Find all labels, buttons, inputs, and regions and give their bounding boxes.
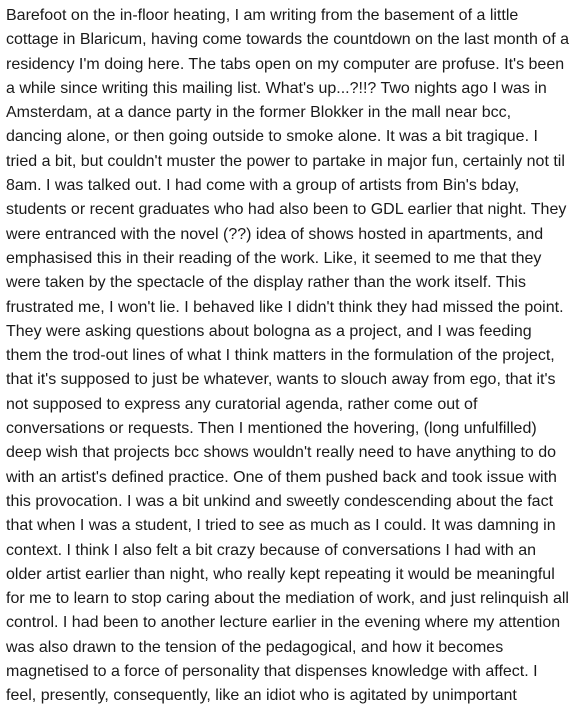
text-line: that it's supposed to just be whatever, wants to slouch away from ego, that it's xyxy=(6,371,556,389)
text-line: Barefoot on the in-floor heating, I am writing from the basement of a little xyxy=(6,7,519,24)
text-line: They were asking questions about bologna as a project, and I was feeding xyxy=(6,322,532,340)
text-line: were taken by the spectacle of the display rather than the work itself. This xyxy=(6,274,526,292)
text-line: magnetised to a force of personality that dispenses knowledge with affect. I xyxy=(6,663,538,681)
text-line: emphasised this in their reading of the work. Like, it seemed to me that they xyxy=(6,249,542,267)
text-line: were entranced with the novel (??) idea of shows hosted in apartments, and xyxy=(6,225,544,243)
text-line: frustrated me, I won't lie. I behaved like I didn't think they had missed the point. xyxy=(6,298,564,316)
text-line: control. I had been to another lecture earlier in the evening where my attention xyxy=(6,614,561,632)
text-line: for me to learn to stop caring about the mediation of work, and just relinquish all xyxy=(6,590,569,608)
text-line: students or recent graduates who had also been to GDL earlier that night. They xyxy=(6,201,567,219)
text-line: cottage in Blaricum, having come towards the countdown on the last month of a xyxy=(6,31,569,49)
text-line: that when I was a student, I tried to see as much as I could. It was damning in xyxy=(6,517,556,535)
text-line: conversations or requests. Then I mentioned the hovering, (long unfulfilled) xyxy=(6,420,537,438)
text-line: feel, presently, consequently, like an idiot who is agitated by unimportant xyxy=(6,687,517,705)
text-line: older artist earlier than night, who really kept repeating it would be meaningful xyxy=(6,565,555,583)
text-line: 8am. I was talked out. I had come with a group of artists from Bin's bday, xyxy=(6,177,520,195)
text-line: tried a bit, but couldn't muster the power to partake in major fun, certainly not til xyxy=(6,152,565,170)
text-line: not supposed to express any curatorial agenda, rather come out of xyxy=(6,395,478,413)
text-line: them the trod-out lines of what I think matters in the formulation of the project, xyxy=(6,347,555,365)
text-line: this provocation. I was a bit unkind and sweetly condescending about the fact xyxy=(6,492,554,510)
text-line: with an artist's defined practice. One of them pushed back and took issue with xyxy=(6,468,557,486)
text-line: was also drawn to the tension of the pedagogical, and how it becomes xyxy=(6,638,504,656)
text-line: residency I'm doing here. The tabs open on my computer are profuse. It's been xyxy=(6,55,565,73)
letter-body xyxy=(6,4,572,709)
text-line: dancing alone, or then going outside to smoke alone. It was a bit tragique. I xyxy=(6,128,538,146)
text-line: deep wish that projects bcc shows wouldn't really need to have anything to do xyxy=(6,444,557,462)
text-line: context. I think I also felt a bit crazy because of conversations I had with an xyxy=(6,541,537,559)
text-line: a while since writing this mailing list. What's up...?!!? Two nights ago I was in xyxy=(6,79,547,97)
text-line: Amsterdam, at a dance party in the former Blokker in the mall near bcc, xyxy=(6,104,512,122)
